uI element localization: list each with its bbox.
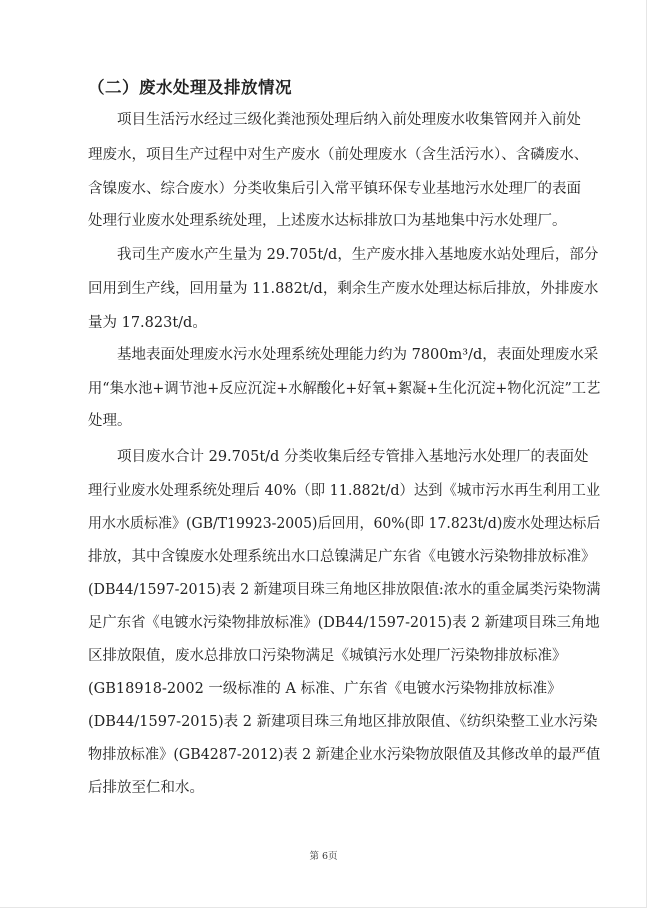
paragraph-1-line-1: 项目生活污水经过三级化粪池预处理后纳入前处理废水收集管网并入前处 [117,112,581,128]
paragraph-4-line-11: 后排放至仁和水。 [88,780,204,796]
paragraph-4-line-1: 项目废水合计 29.705t/d 分类收集后经专管排入基地污水处理厂的表面处 [117,449,589,465]
paragraph-4-line-5: (DB44/1597-2015)表 2 新建项目珠三角地区排放限值:浓水的重金属类污染物满 [88,582,601,598]
paragraph-3-line-3: 处理。 [88,413,132,429]
paragraph-3-line-2: 用“集水池+调节池+反应沉淀+水解酸化+好氧+絮凝+生化沉淀+物化沉淀”工艺 [88,381,601,397]
paragraph-2-line-3: 量为 17.823t/d。 [88,315,207,331]
paragraph-4-line-9: (DB44/1597-2015)表 2 新建项目珠三角地区排放限值、《纺织染整工业水污染 [88,714,598,730]
paragraph-4-line-10: 物排放标准》(GB4287-2012)表 2 新建企业水污染物放限值及其修改单的最严值 [88,747,601,763]
paragraph-2-line-1: 我司生产废水产生量为 29.705t/d，生产废水排入基地废水站处理后，部分 [117,247,599,263]
paragraph-4-line-4: 排放，其中含镍废水处理系统出水口总镍满足广东省《电镀水污染物排放标准》 [88,549,596,565]
paragraph-4-line-8: (GB18918-2002 一级标准的 A 标准、广东省《电镀水污染物排放标准》 [88,681,562,697]
paragraph-4-line-7: 区排放限值，废水总排放口污染物满足《城镇污水处理厂污染物排放标准》 [88,648,567,664]
paragraph-1-line-3: 含镍废水、综合废水）分类收集后引入常平镇环保专业基地污水处理厂的表面 [88,181,581,197]
paragraph-1-line-4: 处理行业废水处理系统处理，上述废水达标排放口为基地集中污水处理厂。 [88,213,567,229]
paragraph-4-line-2: 理行业废水处理系统处理后 40%（即 11.882t/d）达到《城市污水再生利用工业 [88,483,601,499]
paragraph-3-line-1: 基地表面处理废水污水处理系统处理能力约为 7800m³/d，表面处理废水采 [117,347,599,363]
paragraph-1-line-2: 理废水，项目生产过程中对生产废水（前处理废水（含生活污水）、含磷废水、 [88,147,589,163]
paragraph-4-line-3: 用水水质标准》(GB/T19923-2005)后回用，60%(即 17.823t/d)废水处理达标后 [88,516,601,532]
paragraph-2-line-2: 回用到生产线，回用量为 11.882t/d，剩余生产废水处理达标后排放，外排废水 [88,281,599,297]
page-number: 第 6页 [309,851,338,862]
section-heading: （二）废水处理及排放情况 [88,78,292,97]
paragraph-4-line-6: 足广东省《电镀水污染物排放标准》(DB44/1597-2015)表 2 新建项目珠三角地 [88,615,600,631]
